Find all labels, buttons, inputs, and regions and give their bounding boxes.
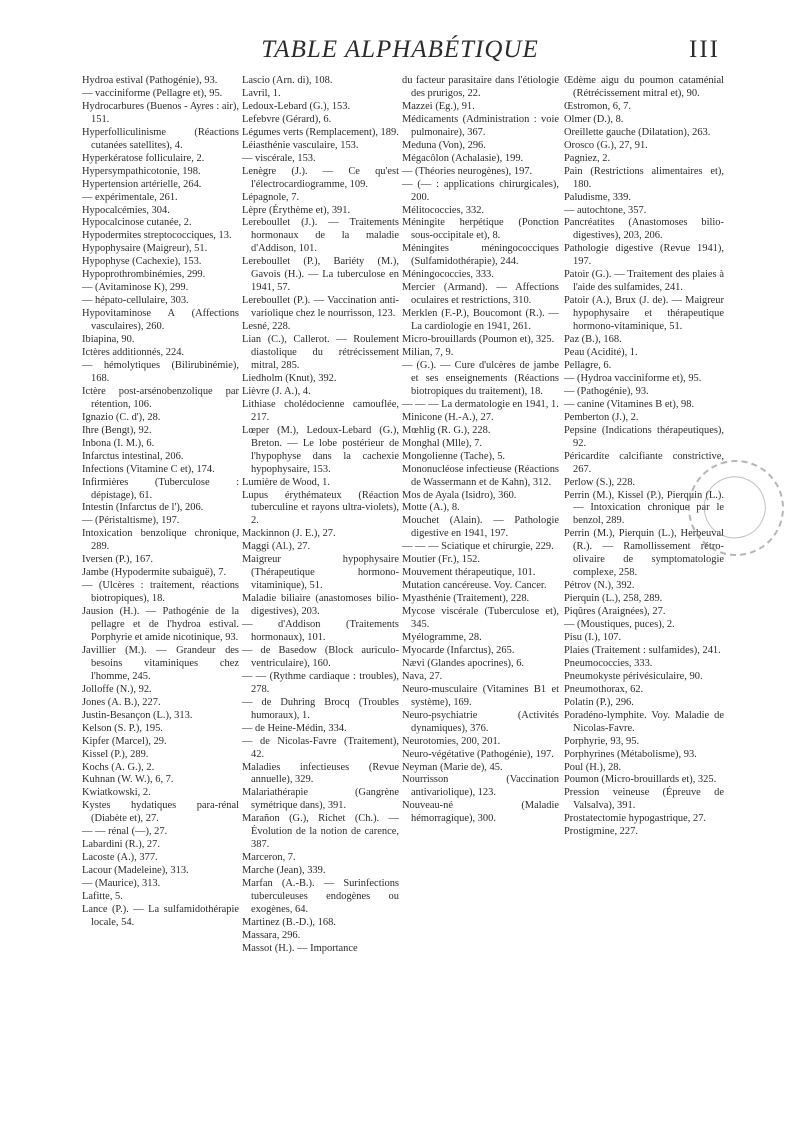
index-entry: Lumière de Wood, 1. [242,476,330,488]
index-entry: Jolloffe (N.), 92. [82,683,152,695]
index-entry: Perrin (M.), Kissel (P.), Pierquin (L.). — Intoxication chronique par le benzol, 289. [564,489,724,527]
index-entry: Perlow (S.), 228. [564,476,636,488]
index-entry: Neuro-végétative (Pathogénie), 197. [402,748,554,760]
index-entry: Pagniez, 2. [564,152,611,164]
index-entry: Minicone (H.-A.), 27. [402,411,494,423]
index-entry: — — rénal (—), 27. [82,826,168,838]
index-entry: Poumon (Micro-brouillards et), 325. [564,774,717,786]
index-entry: Mutation cancéreuse. Voy. Cancer. [402,580,547,592]
index-column-2 [242,75,399,956]
index-entry: Nava, 27. [402,670,443,682]
index-columns [82,75,724,1125]
index-entry: Hypophysaire (Maigreur), 51. [82,243,208,255]
index-entry: Médicaments (Administration : voie pulmonaire), 367. [402,113,559,138]
index-entry: Pisu (I.), 107. [564,631,622,643]
index-entry: Pathologie digestive (Revue 1941), 197. [564,243,724,268]
index-entry: Monghal (Mlle), 7. [402,437,483,449]
index-entry: Plaies (Traitement : sulfamides), 241. [564,644,721,656]
index-entry: Paludisme, 339. [564,191,631,203]
index-entry: — — (Rythme cardiaque : troubles), 278. [242,670,399,695]
index-entry: Mononucléose infectieuse (Réactions de Wassermann et de Kahn), 312. [402,463,559,488]
index-entry: Hypocalcémies, 304. [82,204,170,216]
index-entry: Légumes verts (Remplacement), 189. [242,126,399,138]
index-entry: Lereboullet (P.). — Vaccination anti-variolique chez le nourrisson, 123. [242,295,399,320]
index-entry: Kelson (S. P.), 195. [82,722,163,734]
index-entry: Hyperfolliculinisme (Réactions cutanées satellites), 4. [82,126,239,151]
index-entry: — (Théories neurogènes), 197. [402,165,533,177]
index-entry: — viscérale, 153. [242,152,316,164]
index-entry: Labardini (R.), 27. [82,839,160,851]
index-entry: Motte (A.), 8. [402,502,460,514]
index-entry: — hémolytiques (Bilirubinémie), 168. [82,359,239,384]
index-entry: Micro-brouillards (Poumon et), 325. [402,334,555,346]
index-entry: — hépato-cellulaire, 303. [82,295,189,307]
index-entry: — d'Addison (Traitements hormonaux), 101. [242,619,399,643]
index-entry: Poul (H.), 28. [564,761,622,773]
index-entry: Pemberton (J.), 2. [564,411,639,423]
index-entry: — canine (Vitamines B et), 98. [564,398,695,410]
index-entry: Pancréatites (Anastomoses bilio-digestives), 203, 206. [564,217,724,242]
index-entry: Méningite herpétique (Ponction sous-occipitale et), 8. [402,217,559,242]
index-entry: Hypovitaminose A (Affections vasculaires), 260. [82,308,239,333]
index-entry: Pneumokyste périvésiculaire, 90. [564,670,703,682]
page-title: TABLE ALPHABÉTIQUE [261,36,539,63]
index-entry: Léiasthénie vasculaire, 153. [242,139,359,151]
index-entry: Patoir (G.). — Traitement des plaies à l'aide des sulfamides, 241. [564,269,724,294]
index-entry: Pneumothorax, 62. [564,683,644,695]
index-entry: Meduna (Von), 296. [402,139,486,151]
index-entry: Massot (H.). — Importance [242,942,358,954]
index-entry: — (Moustiques, puces), 2. [564,619,675,631]
index-entry: Intoxication benzolique chronique, 289. [82,528,239,553]
index-entry: Myélogramme, 28. [402,631,482,643]
index-entry: Intestin (Infarctus de l'), 206. [82,502,204,514]
index-entry: Maggi (Al.), 27. [242,541,311,553]
index-entry: — (Péristaltisme), 197. [82,515,180,527]
index-entry: — (Avitaminose K), 299. [82,282,189,294]
index-entry: Lereboullet (J.). — Traitements hormonaux de la maladie d'Addison, 101. [242,217,399,255]
index-entry: Lascio (Arn. di), 108. [242,75,333,86]
index-column-1 [82,75,239,930]
index-entry: Ictères additionnés, 224. [82,347,185,359]
index-entry: Neuro-musculaire (Vitamines B1 et système), 169. [402,683,559,708]
index-entry: Ledoux-Lebard (G.), 153. [242,100,351,112]
index-entry: Méningococcies, 333. [402,269,494,281]
index-entry: — (— : applications chirurgicales), 200. [402,178,559,203]
index-entry: Kissel (P.), 289. [82,748,149,760]
index-entry: Pierquin (L.), 258, 289. [564,593,663,605]
index-entry: Mouvement thérapeutique, 101. [402,567,536,579]
index-entry: Jones (A. B.), 227. [82,696,161,708]
index-entry: Marañon (G.), Richet (Ch.). — Évolution de la notion de carence, 387. [242,813,399,851]
index-entry: Pneumococcies, 333. [564,657,653,669]
index-entry: Malariathérapie (Gangrène symétrique dans), 391. [242,787,399,812]
index-entry: Merklen (F.-P.), Boucomont (R.). — La cardiologie en 1941, 261. [402,308,559,333]
index-entry: Porphyrie, 93, 95. [564,735,640,747]
index-entry: Mercier (Armand). — Affections oculaires et restrictions, 310. [402,282,559,307]
index-entry: — (Pathogénie), 93. [564,385,649,397]
index-entry: Mœhlig (R. G.), 228. [402,424,491,436]
index-entry: Lacour (Madeleine), 313. [82,865,189,877]
index-entry: Lenègre (J.). — Ce qu'est l'électrocardiogramme, 109. [242,165,399,190]
index-entry: Lefebvre (Gérard), 6. [242,113,332,125]
index-entry: Hyperkératose folliculaire, 2. [82,152,205,164]
index-entry: — (Ulcères : traitement, réactions biotropiques), 18. [82,580,239,605]
index-entry: Olmer (D.), 8. [564,113,624,125]
index-entry: — (G.). — Cure d'ulcères de jambe et ses enseignements (Réactions biotropiques du traitement), 18. [402,359,559,397]
index-entry: Inbona (I. M.), 6. [82,437,155,449]
index-entry: Péricardite calcifiante constrictive, 267. [564,450,724,475]
index-entry: Neyman (Marie de), 45. [402,761,503,773]
index-entry: Mélitococcies, 332. [402,204,485,216]
index-entry: Hypoprothrombinémies, 299. [82,269,206,281]
index-entry: Lœper (M.), Ledoux-Lebard (G.), Breton. — Le lobe postérieur de l'hypophyse dans la cachexie hypophysaire, 153. [242,424,399,475]
index-entry: Neuro-psychiatrie (Activités dynamiques), 376. [402,709,559,734]
index-entry: Lereboullet (P.), Bariéty (M.), Gavois (H.). — La tuberculose en 1941, 57. [242,256,399,294]
index-entry: Iversen (P.), 167. [82,554,154,566]
index-entry: Porphyrines (Métabolisme), 93. [564,748,697,760]
index-entry: Prostatectomie hypogastrique, 27. [564,813,707,825]
index-entry: Nouveau-né (Maladie hémorragique), 300. [402,800,559,825]
index-entry: Maladie biliaire (anastomoses bilio-digestives), 203. [242,593,399,618]
index-entry: Nourrisson (Vaccination antivariolique), 123. [402,774,559,799]
index-entry: Mongolienne (Tache), 5. [402,450,506,462]
index-entry: Pellagre, 6. [564,359,612,371]
index-entry: Maigreur hypophysaire (Thérapeutique hormono-vitaminique), 51. [242,554,399,592]
index-entry: Myasthénie (Traitement), 228. [402,593,530,605]
index-entry: — de Heine-Médin, 334. [242,722,347,734]
index-entry: — de Nicolas-Favre (Traitement), 42. [242,735,399,760]
index-entry: Lesné, 228. [242,321,291,333]
index-entry: Polatin (P.), 296. [564,696,634,708]
index-entry: Poradéno-lymphite. Voy. Maladie de Nicolas-Favre. [564,709,724,734]
index-entry: Piqûres (Araignées), 27. [564,606,666,618]
index-entry: Lupus érythémateux (Réaction tuberculine et rayons ultra-violets), 2. [242,489,399,527]
index-entry: Pression veineuse (Épreuve de Valsalva), 391. [564,787,724,812]
index-entry: Pain (Restrictions alimentaires et), 180. [564,165,724,190]
index-entry: Marfan (A.-B.). — Surinfections tuberculeuses endogènes ou exogènes, 64. [242,878,399,915]
index-entry: Myocarde (Infarctus), 265. [402,644,515,656]
index-entry: Méningites méningococciques (Sulfamidothérapie), 244. [402,243,559,268]
index-entry: Ictère post-arsénobenzolique par rétention, 106. [82,385,239,410]
index-entry: — (Maurice), 313. [82,878,161,890]
index-entry: Mycose viscérale (Tuberculose et), 345. [402,606,559,631]
index-entry: Ignazio (C. d'), 28. [82,411,161,423]
index-entry: Kuhnan (W. W.), 6, 7. [82,774,174,786]
index-entry: Œstromon, 6, 7. [564,100,631,112]
index-entry: Hypersympathicotonie, 198. [82,165,201,177]
index-entry: Lièvre (J. A.), 4. [242,385,311,397]
index-entry: Lacoste (A.), 377. [82,852,158,864]
index-entry: Ihre (Bengt), 92. [82,424,152,436]
index-entry: Infections (Vitamine C et), 174. [82,463,215,475]
index-entry: Kipfer (Marcel), 29. [82,735,167,747]
index-entry: Œdème aigu du poumon cataménial (Rétrécissement mitral et), 90. [564,75,724,99]
index-entry: Ibiapina, 90. [82,334,135,346]
index-entry: Maladies infectieuses (Revue annuelle), 329. [242,761,399,786]
index-entry: Martinez (B.-D.), 168. [242,916,336,928]
page-number: III [689,36,720,63]
index-entry: Justin-Besançon (L.), 313. [82,709,193,721]
index-entry: Oreillette gauche (Dilatation), 263. [564,126,711,138]
index-entry: Orosco (G.), 27, 91. [564,139,648,151]
index-entry: Hypocalcinose cutanée, 2. [82,217,192,229]
index-entry: — de Basedow (Block auriculo-ventriculaire), 160. [242,644,399,669]
index-entry: Massara, 296. [242,929,301,941]
index-entry: Pétrov (N.), 392. [564,580,635,592]
index-entry: Nævi (Glandes apocrines), 6. [402,657,525,669]
index-entry: Lèpre (Érythème et), 391. [242,204,351,216]
index-entry: Jambe (Hypodermite subaiguë), 7. [82,567,227,579]
index-column-3 [402,75,559,826]
index-entry: Lance (P.). — La sulfamidothérapie locale, 54. [82,904,239,928]
index-entry: Lépagnole, 7. [242,191,300,203]
index-entry: Paz (B.), 168. [564,334,622,346]
index-entry: du facteur parasitaire dans l'étiologie des prurigos, 22. [402,75,559,99]
index-entry: Hypophyse (Cachexie), 153. [82,256,202,268]
index-entry: Mackinnon (J. E.), 27. [242,528,336,540]
index-entry: Lithiase cholédocienne camouflée, 217. [242,398,399,423]
index-column-4 [564,75,724,839]
index-entry: Pepsine (Indications thérapeutiques), 92. [564,424,724,449]
index-entry: Milian, 7, 9. [402,347,454,359]
index-entry: Kwiatkowski, 2. [82,787,151,799]
index-entry: — — — La dermatologie en 1941, 1. [402,398,559,410]
index-entry: Peau (Acidité), 1. [564,347,638,359]
index-entry: Marche (Jean), 339. [242,865,326,877]
index-entry: Kystes hydatiques para-rénal (Diabète et), 27. [82,800,239,825]
index-entry: Infirmières (Tuberculose : dépistage), 61. [82,476,239,501]
index-entry: Lavril, 1. [242,87,281,99]
index-entry: Patoir (A.), Brux (J. de). — Maigreur hypophysaire et thérapeutique hormono-vitaminique, 51. [564,295,724,333]
index-entry: Hydrocarbures (Buenos - Ayres : air), 151. [82,100,239,125]
index-entry: Lafitte, 5. [82,891,123,903]
page-header [80,36,720,76]
index-entry: — de Duhring Brocq (Troubles humoraux), 1. [242,696,399,721]
index-entry: Prostigmine, 227. [564,826,638,838]
index-entry: Hypodermites streptococciques, 13. [82,230,232,242]
index-entry: Liedholm (Knut), 392. [242,372,337,384]
index-entry: Jausion (H.). — Pathogénie de la pellagre et de l'hydroa estival. Porphyrie et amide nicotinique, 93. [82,606,239,643]
index-entry: Javillier (M.). — Grandeur des besoins vitaminiques chez l'homme, 245. [82,644,239,682]
index-entry: Neurotomies, 200, 201. [402,735,501,747]
index-entry: Perrin (M.), Pierquin (L.), Herbeuval (R.). — Ramollissement rétro-olivaire de symptomatologie complexe, 258. [564,528,724,579]
index-entry: Lian (C.), Callerot. — Roulement diastolique du rétrécissement mitral, 285. [242,334,399,371]
index-entry: — autochtone, 357. [564,204,647,216]
index-entry: Mouchet (Alain). — Pathologie digestive en 1941, 197. [402,515,559,540]
index-entry: Moutier (Fr.), 152. [402,554,480,566]
index-entry: Infarctus intestinal, 206. [82,450,184,462]
index-entry: Mos de Ayala (Isidro), 360. [402,489,517,501]
index-entry: — — — Sciatique et chirurgie, 229. [402,541,554,553]
index-entry: Mégacôlon (Achalasie), 199. [402,152,524,164]
index-entry: Kochs (A. G.), 2. [82,761,155,773]
library-stamp-inner [696,468,774,546]
index-entry: Marceron, 7. [242,852,296,864]
index-entry: — vacciniforme (Pellagre et), 95. [82,87,223,99]
index-entry: Hypertension artérielle, 264. [82,178,202,190]
index-entry: — (Hydroa vacciniforme et), 95. [564,372,702,384]
index-entry: Hydroa estival (Pathogénie), 93. [82,75,218,86]
index-entry: Mazzei (Eg.), 91. [402,100,475,112]
index-entry: — expérimentale, 261. [82,191,178,203]
